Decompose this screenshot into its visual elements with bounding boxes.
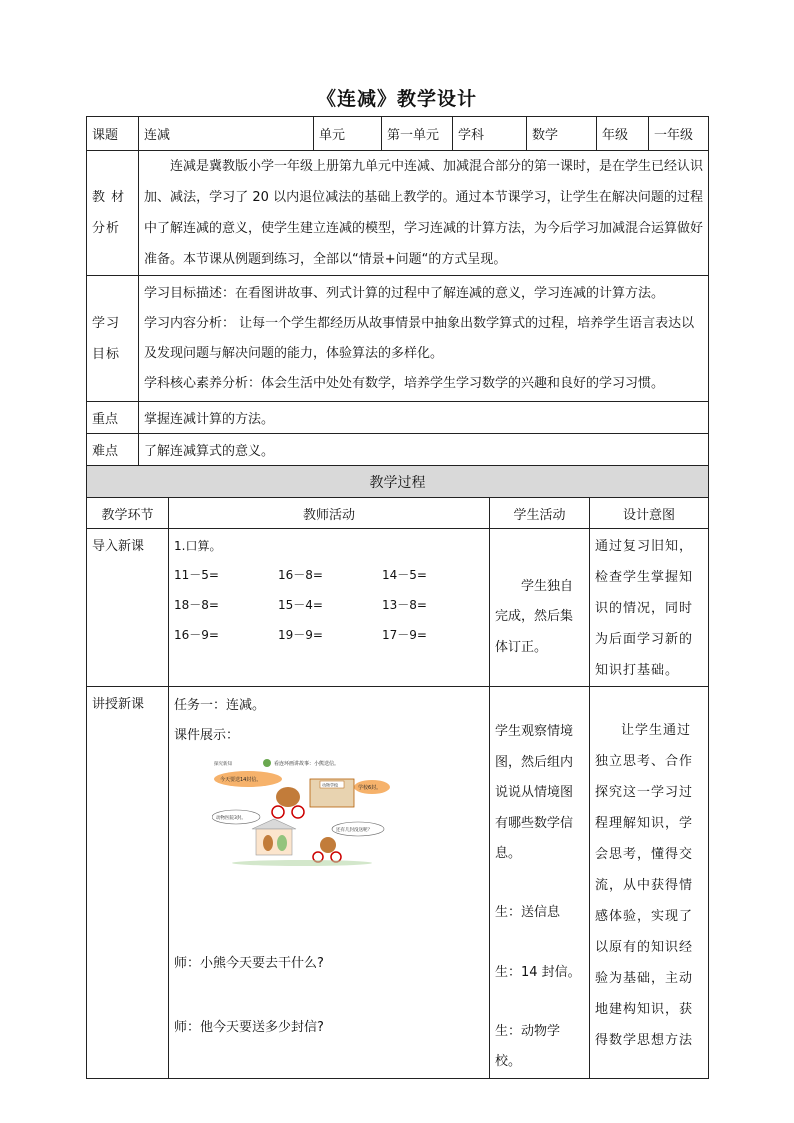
- oral-problem: 16－9=: [174, 628, 219, 642]
- intro-stage: 导入新课: [87, 529, 169, 687]
- bike-wheel-icon: [292, 806, 304, 818]
- illustration-caption: 看连环画讲故事：小熊送信。: [274, 761, 340, 767]
- student-answer-1: 生：送信息: [495, 904, 561, 920]
- apple-icon: [263, 759, 271, 767]
- process-columns-row: [87, 498, 709, 529]
- school-sign-text: 动物学校: [322, 782, 338, 788]
- objective-line-3: 学科核心素养分析：体会生活中处处有数学，培养学生学习数学的兴趣和良好的学习习惯。: [144, 375, 665, 391]
- bubble-4-text: 还有几封没送呢？: [336, 828, 372, 833]
- unit-label: 单元: [314, 117, 382, 151]
- bubble-3-text: 动物医院3封。: [216, 816, 246, 821]
- difficulty-text: 了解连减算式的意义。: [139, 434, 709, 466]
- subject-value: 数学: [527, 117, 597, 151]
- oral-title: 1.口算。: [174, 539, 222, 553]
- oral-problem: 15－4=: [278, 598, 323, 612]
- oral-problem: 11－5=: [174, 568, 219, 582]
- student-answer-2: 生：14 封信。: [495, 965, 581, 980]
- new-lesson-row: [87, 687, 709, 1079]
- objectives-label: 学习 目标: [87, 276, 139, 402]
- intro-teacher: [169, 529, 490, 687]
- oral-problem: 16－8=: [278, 568, 323, 582]
- teacher-question-1: 师：小熊今天要去干什么?: [174, 956, 324, 971]
- key-point-text: 掌握连减计算的方法。: [139, 402, 709, 434]
- story-illustration: [212, 757, 392, 867]
- col-student: 学生活动: [490, 498, 590, 529]
- col-intent: 设计意图: [590, 498, 709, 529]
- student-answer-3: 生：动物学校。: [495, 1023, 561, 1069]
- courseware-label: 课件展示：: [174, 728, 240, 743]
- oral-problem: 19－9=: [278, 628, 323, 642]
- process-heading-row: [87, 466, 709, 498]
- oral-problem: 17－9=: [382, 628, 427, 642]
- new-lesson-teacher: [169, 687, 490, 1079]
- oral-problem: 14－5=: [382, 568, 427, 582]
- col-teacher: 教师活动: [169, 498, 490, 529]
- key-point-label: 重点: [87, 402, 139, 434]
- intro-student: 学生独自完成，然后集体订正。: [490, 529, 590, 687]
- ground: [232, 860, 372, 866]
- new-lesson-student: [490, 687, 590, 1079]
- bike-wheel-icon: [272, 806, 284, 818]
- document-title: 《连减》教学设计: [316, 88, 477, 110]
- illustration-caption-small: 探究新知: [214, 762, 232, 767]
- bear-on-bike: [276, 787, 300, 807]
- grade-value: 一年级: [649, 117, 709, 151]
- objectives-text: [139, 276, 709, 402]
- subject-label: 学科: [453, 117, 527, 151]
- hospital-roof: [252, 819, 296, 829]
- task-title: 任务一：连减。: [174, 698, 266, 713]
- process-heading: 教学过程: [87, 466, 709, 498]
- objectives-row: [87, 276, 709, 402]
- grade-label: 年级: [597, 117, 649, 151]
- col-stage: 教学环节: [87, 498, 169, 529]
- intro-row: [87, 529, 709, 687]
- teacher-question-2: 师：他今天要送多少封信?: [174, 1020, 324, 1035]
- topic-label: 课题: [87, 117, 139, 151]
- oral-problem: 18－8=: [174, 598, 219, 612]
- animal-figure: [263, 835, 273, 851]
- oral-problems: [174, 560, 484, 650]
- analysis-row: [87, 151, 709, 276]
- topic-value: 连减: [139, 117, 314, 151]
- analysis-label: 教 材 分析: [87, 151, 139, 276]
- objective-line-1: 学习目标描述：在看图讲故事、列式计算的过程中了解连减的意义，学习连减的计算方法。: [144, 285, 665, 301]
- student-activity-1: 学生观察情境图，然后组内说说从情境图有哪些数学信息。: [495, 724, 574, 861]
- bear-on-bike-2: [320, 837, 336, 853]
- analysis-text: 连减是冀教版小学一年级上册第九单元中连减、加减混合部分的第一课时，是在学生已经认识加、减法，学习了 20 以内退位减法的基础上教学的。通过本节课学习，让学生在解决问题的过程中了解连减的意义，使学生建立连减的模型，学习连减的计算方法，为今后学习加减混合运算做好准备。本节课从例题到练习，全部以“情景+问题“的方式呈现。: [139, 151, 709, 276]
- difficulty-label: 难点: [87, 434, 139, 466]
- animal-figure: [277, 835, 287, 851]
- bubble-2-text: 学校6封。: [358, 785, 382, 791]
- difficulty-row: [87, 434, 709, 466]
- intro-intent: 通过复习旧知，检查学生掌握知识的情况，同时为后面学习新的知识打基础。: [590, 529, 709, 687]
- lesson-info-table: [86, 116, 709, 466]
- bubble-1-text: 今天要送14封信。: [220, 777, 262, 783]
- unit-value: 第一单元: [382, 117, 453, 151]
- new-lesson-stage: 讲授新课: [87, 687, 169, 1079]
- oral-problem: 13－8=: [382, 598, 427, 612]
- teaching-process-table: [86, 465, 709, 1079]
- new-lesson-intent: 让学生通过独立思考、合作探究这一学习过程理解知识，学会思考，懂得交流，从中获得情感体验，实现了以原有的知识经验为基础，主动地建构知识，获得数学思想方法: [590, 687, 709, 1079]
- info-row-header: [87, 117, 709, 151]
- key-point-row: [87, 402, 709, 434]
- objective-line-2: 学习内容分析： 让每一个学生都经历从故事情景中抽象出数学算式的过程，培养学生语言表达以及发现问题与解决问题的能力，体验算法的多样化。: [144, 315, 695, 361]
